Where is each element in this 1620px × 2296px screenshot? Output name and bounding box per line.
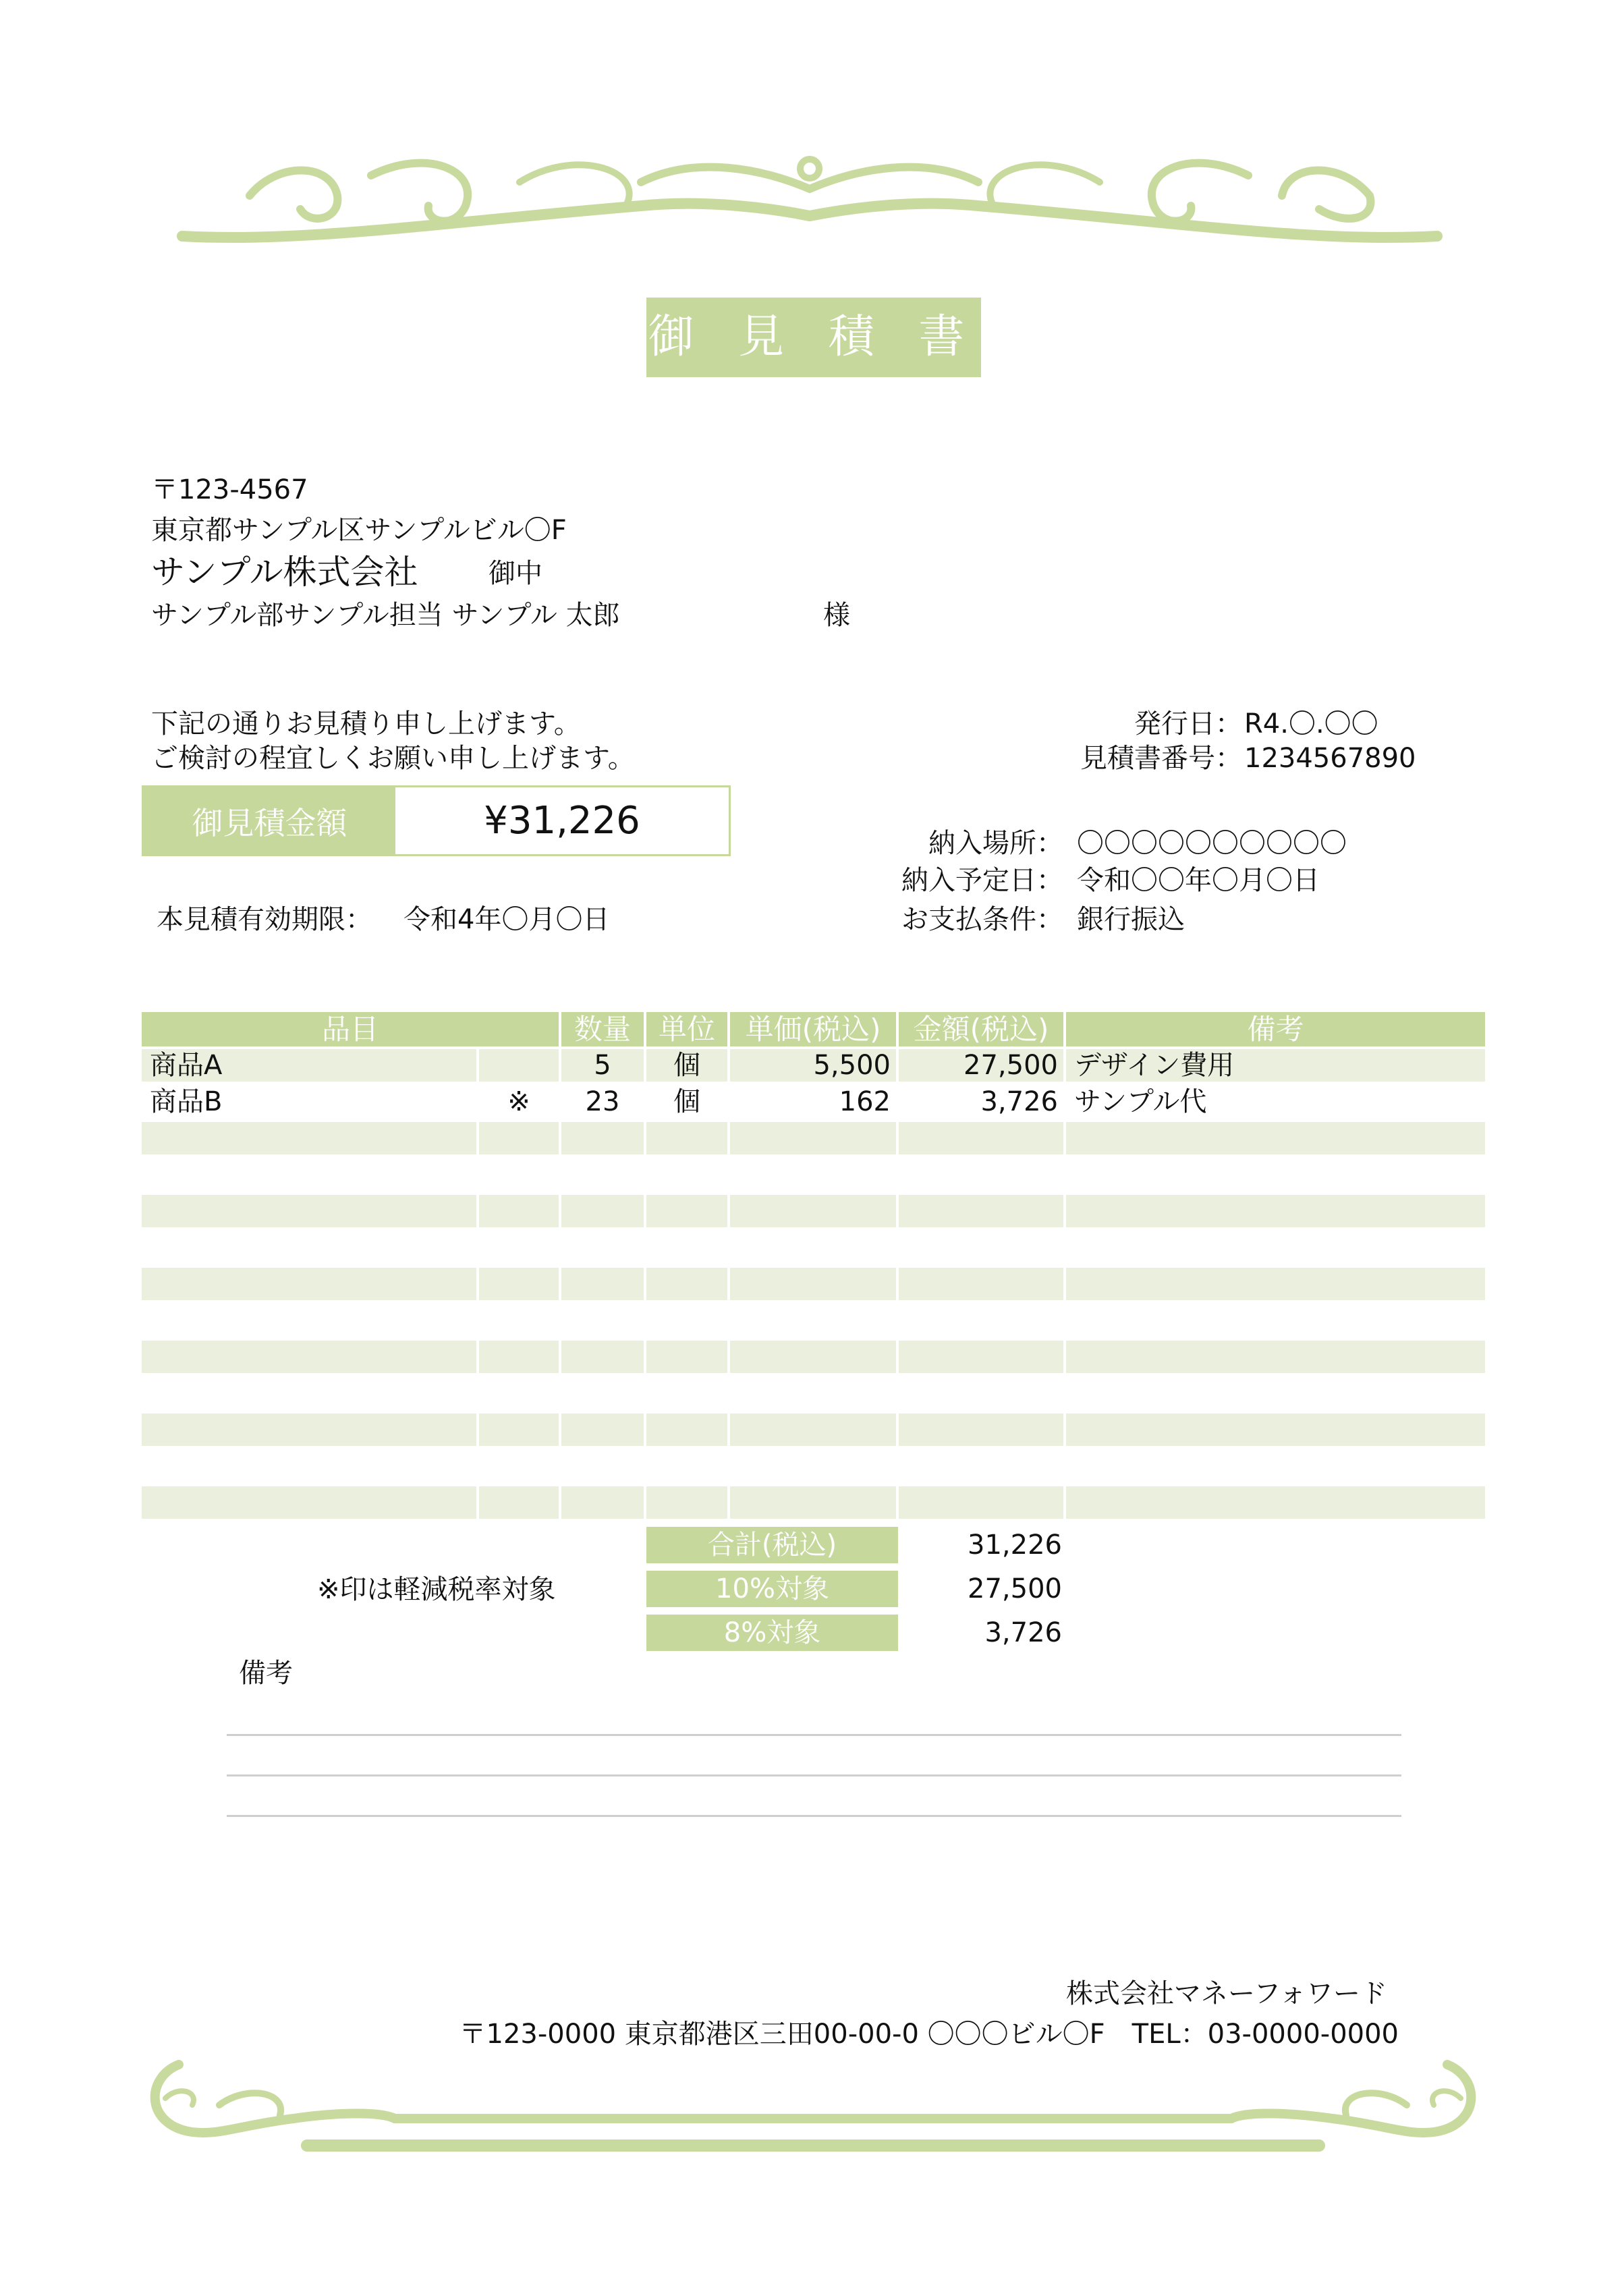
empty-cell — [730, 1341, 899, 1373]
quote-amount-box — [142, 785, 731, 856]
empty-cell — [561, 1413, 646, 1446]
remarks-label: 備考 — [239, 1658, 293, 1689]
ten-percent-value: 27,500 — [968, 1573, 1062, 1604]
empty-cell — [142, 1268, 479, 1300]
quote-number-value: 1234567890 — [1244, 743, 1416, 774]
empty-cell — [561, 1122, 646, 1154]
header-unit: 単位 — [646, 1012, 730, 1046]
recipient-person: サンプル部サンプル担当 サンプル 太郎 — [151, 600, 620, 631]
empty-cell — [730, 1231, 899, 1264]
payment-terms-value: 銀行振込 — [1077, 904, 1185, 935]
empty-cell — [561, 1486, 646, 1519]
empty-cell — [561, 1377, 646, 1409]
empty-cell — [1066, 1268, 1485, 1300]
empty-cell — [561, 1231, 646, 1264]
row-item: 商品B — [142, 1086, 479, 1118]
empty-cell — [899, 1122, 1066, 1154]
delivery-place-value: 〇〇〇〇〇〇〇〇〇〇 — [1077, 828, 1347, 859]
issue-date-label: 発行日： — [1134, 708, 1242, 739]
empty-cell — [646, 1268, 730, 1300]
delivery-place-label: 納入場所： — [928, 828, 1063, 859]
empty-cell — [646, 1341, 730, 1373]
row-item: 商品A — [142, 1049, 479, 1082]
table-row-empty — [142, 1413, 1485, 1446]
empty-cell — [561, 1158, 646, 1191]
empty-cell — [730, 1158, 899, 1191]
empty-cell — [646, 1122, 730, 1154]
empty-cell — [730, 1122, 899, 1154]
sender-company: 株式会社マネーフォワード — [1066, 1978, 1387, 2009]
empty-cell — [561, 1304, 646, 1337]
empty-cell — [1066, 1122, 1485, 1154]
empty-cell — [1066, 1341, 1485, 1373]
table-row-empty — [142, 1341, 1485, 1373]
recipient-address: 東京都サンプル区サンプルビル〇F — [151, 515, 567, 546]
empty-cell — [142, 1158, 479, 1191]
row-price: 162 — [730, 1086, 899, 1118]
row-mark: ※ — [479, 1086, 561, 1118]
empty-cell — [479, 1195, 561, 1227]
header-note: 備考 — [1066, 1012, 1485, 1046]
ten-percent-label: 10%対象 — [646, 1571, 898, 1607]
empty-cell — [479, 1304, 561, 1337]
empty-cell — [899, 1158, 1066, 1191]
empty-cell — [730, 1304, 899, 1337]
empty-cell — [646, 1231, 730, 1264]
empty-cell — [899, 1268, 1066, 1300]
table-row-empty — [142, 1304, 1485, 1337]
table-row — [142, 1086, 1485, 1118]
message-line1: 下記の通りお見積り申し上げます。 — [151, 708, 581, 739]
bottom-ornament — [138, 2051, 1488, 2159]
empty-cell — [730, 1377, 899, 1409]
table-row — [142, 1049, 1485, 1082]
empty-cell — [899, 1413, 1066, 1446]
row-price: 5,500 — [730, 1049, 899, 1082]
remarks-line — [227, 1815, 1401, 1817]
quote-amount-value: ¥31,226 — [484, 799, 640, 843]
table-row-empty — [142, 1122, 1485, 1154]
empty-cell — [142, 1304, 479, 1337]
empty-cell — [899, 1195, 1066, 1227]
empty-cell — [479, 1158, 561, 1191]
row-amount: 27,500 — [899, 1049, 1066, 1082]
eight-percent-value: 3,726 — [984, 1617, 1062, 1648]
table-row-empty — [142, 1377, 1485, 1409]
empty-cell — [1066, 1413, 1485, 1446]
empty-cell — [646, 1195, 730, 1227]
empty-cell — [561, 1450, 646, 1482]
empty-cell — [646, 1158, 730, 1191]
empty-cell — [899, 1450, 1066, 1482]
empty-cell — [1066, 1450, 1485, 1482]
empty-cell — [1066, 1195, 1485, 1227]
row-note: デザイン費用 — [1074, 1050, 1235, 1081]
empty-cell — [142, 1195, 479, 1227]
table-row-empty — [142, 1450, 1485, 1482]
row-amount: 3,726 — [899, 1086, 1066, 1118]
empty-cell — [561, 1268, 646, 1300]
message-line2: ご検討の程宜しくお願い申し上げます。 — [151, 743, 635, 774]
table-row-empty — [142, 1158, 1485, 1191]
empty-cell — [899, 1486, 1066, 1519]
empty-cell — [479, 1231, 561, 1264]
quote-number-label: 見積書番号： — [1080, 743, 1242, 774]
empty-cell — [1066, 1231, 1485, 1264]
empty-cell — [479, 1122, 561, 1154]
total-label: 合計(税込) — [646, 1527, 898, 1563]
empty-cell — [899, 1341, 1066, 1373]
header-unit-price: 単価(税込) — [730, 1012, 899, 1046]
recipient-postal: 〒123-4567 — [151, 474, 308, 505]
delivery-date-label: 納入予定日： — [901, 865, 1063, 896]
table-row-empty — [142, 1268, 1485, 1300]
empty-cell — [730, 1268, 899, 1300]
empty-cell — [142, 1486, 479, 1519]
empty-cell — [646, 1413, 730, 1446]
empty-cell — [479, 1486, 561, 1519]
empty-cell — [1066, 1377, 1485, 1409]
recipient-person-suffix: 様 — [823, 600, 850, 631]
empty-cell — [730, 1413, 899, 1446]
empty-cell — [142, 1450, 479, 1482]
table-row-empty — [142, 1231, 1485, 1264]
empty-cell — [730, 1195, 899, 1227]
table-row-empty — [142, 1486, 1485, 1519]
row-qty: 23 — [561, 1086, 646, 1118]
empty-cell — [899, 1377, 1066, 1409]
empty-cell — [899, 1304, 1066, 1337]
empty-cell — [142, 1122, 479, 1154]
empty-cell — [142, 1413, 479, 1446]
empty-cell — [646, 1450, 730, 1482]
payment-terms-label: お支払条件： — [901, 904, 1063, 935]
row-note: サンプル代 — [1074, 1086, 1207, 1117]
empty-cell — [142, 1377, 479, 1409]
row-mark — [479, 1049, 561, 1082]
recipient-company-suffix: 御中 — [488, 558, 542, 589]
remarks-line — [227, 1774, 1401, 1776]
empty-cell — [730, 1486, 899, 1519]
empty-cell — [646, 1304, 730, 1337]
sender-address: 〒123-0000 東京都港区三田00-00-0 〇〇〇ビル〇F TEL：03-0000-0000 — [459, 2019, 1399, 2050]
empty-cell — [1066, 1486, 1485, 1519]
row-unit: 個 — [646, 1049, 730, 1082]
empty-cell — [479, 1450, 561, 1482]
header-item: 品目 — [142, 1012, 561, 1046]
remarks-line — [227, 1734, 1401, 1736]
quote-amount-label: 御見積金額 — [144, 787, 395, 854]
row-unit: 個 — [646, 1086, 730, 1118]
empty-cell — [142, 1341, 479, 1373]
delivery-date-value: 令和〇〇年〇月〇日 — [1077, 865, 1320, 896]
row-qty: 5 — [561, 1049, 646, 1082]
empty-cell — [730, 1450, 899, 1482]
validity-label: 本見積有効期限： — [157, 904, 372, 935]
empty-cell — [561, 1195, 646, 1227]
top-ornament — [169, 142, 1451, 270]
document-title: 御 見 積 書 — [646, 298, 981, 377]
empty-cell — [646, 1377, 730, 1409]
total-value: 31,226 — [968, 1530, 1062, 1561]
issue-date-value: R4.〇.〇〇 — [1244, 708, 1378, 739]
reduced-tax-note: ※印は軽減税率対象 — [317, 1574, 556, 1605]
empty-cell — [1066, 1158, 1485, 1191]
recipient-company: サンプル株式会社 — [151, 553, 418, 592]
header-amount: 金額(税込) — [899, 1012, 1066, 1046]
eight-percent-label: 8%対象 — [646, 1615, 898, 1651]
empty-cell — [1066, 1304, 1485, 1337]
header-qty: 数量 — [561, 1012, 646, 1046]
table-row-empty — [142, 1195, 1485, 1227]
empty-cell — [899, 1231, 1066, 1264]
empty-cell — [479, 1377, 561, 1409]
empty-cell — [561, 1341, 646, 1373]
empty-cell — [479, 1413, 561, 1446]
validity-value: 令和4年〇月〇日 — [403, 904, 610, 935]
empty-cell — [479, 1268, 561, 1300]
empty-cell — [142, 1231, 479, 1264]
empty-cell — [479, 1341, 561, 1373]
empty-cell — [646, 1486, 730, 1519]
